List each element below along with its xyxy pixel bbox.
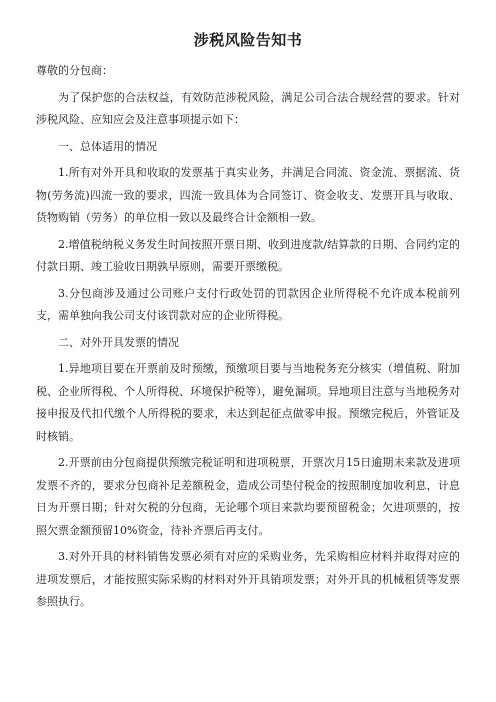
section2-item-3: 3.对外开具的材料销售发票必须有对应的采购业务，先采购相应材料并取得对应的进项发票后，才能按照实际采购的材料对外开具销项发票；对外开具的机械租赁等发票参照执行。 bbox=[36, 550, 460, 608]
document-title: 涉税风险告知书 bbox=[193, 31, 303, 49]
intro-paragraph: 为了保护您的合法权益，有效防范涉税风险，满足公司合法合规经营的要求。针对涉税风险、应知应会及注意事项提示如下： bbox=[36, 90, 460, 126]
section2-item-2: 2.开票前由分包商提供预缴完税证明和进项税票，开票次月15日逾期未来款及进项发票不齐的，要求分包商补足差额税金，造成公司垫付税金的按照制度加收利息，计息日为开票日期；针对欠税的分包商，无论哪个项目来款均要预留税金；欠进项票的，按照欠票金额预留10%资金，待补齐票后再支付。 bbox=[36, 456, 460, 537]
section1-item-1: 1.所有对外开具和收取的发票基于真实业务，并满足合同流、资金流、票据流、货物(劳务流)四流一致的要求，四流一致具体为合同签订、资金收支、发票开具与收取、货物购销（劳务）的单位相一致以及最终合计金额相一致。 bbox=[36, 166, 460, 224]
section2-item-1: 1.异地项目要在开票前及时预缴，预缴项目要与当地税务充分核实（增值税、附加税、企业所得税、个人所得税、环境保护税等），避免漏项。异地项目注意与当地税务对接申报及代扣代缴个人所得税的要求，未达到起征点做零申报。预缴完税后，外管证及时核销。 bbox=[36, 362, 460, 443]
section-heading-1: 一、总体适用的情况 bbox=[58, 139, 157, 153]
section1-item-3: 3.分包商涉及通过公司账户支付行政处罚的罚款因企业所得税不允许成本税前列支，需单独向我公司支付该罚款对应的企业所得税。 bbox=[36, 286, 460, 322]
section-heading-2: 二、对外开具发票的情况 bbox=[58, 335, 179, 349]
section1-item-2: 2.增值税纳税义务发生时间按照开票日期、收到进度款/结算款的日期、合同约定的付款日期、竣工验收日期孰早原则，需要开票缴税。 bbox=[36, 237, 460, 273]
salutation: 尊敬的分包商： bbox=[36, 64, 113, 77]
